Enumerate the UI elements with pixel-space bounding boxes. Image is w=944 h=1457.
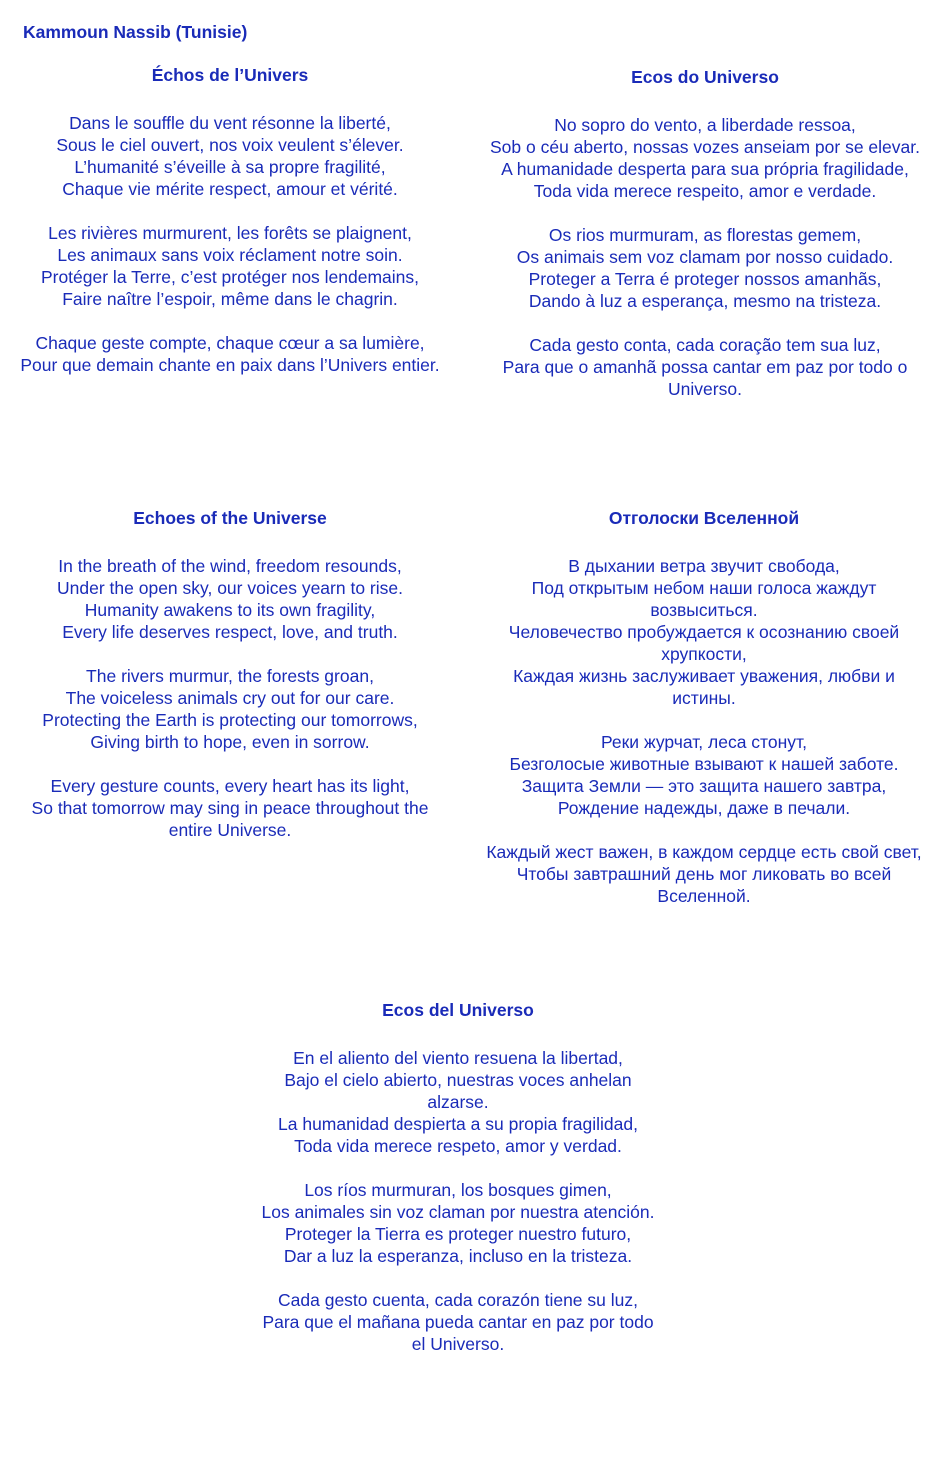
stanza — [20, 775, 440, 841]
poem-body — [486, 555, 922, 907]
poem-line: Cada gesto cuenta, cada corazón tiene su luz, — [278, 1290, 638, 1310]
poem-line: Человечество пробуждается к осознанию своей хрупкости, — [508, 622, 900, 664]
poem-line: В дыхании ветра звучит свобода, — [568, 556, 840, 576]
poem-line: La humanidad despierta a su propia fragilidad, — [278, 1114, 638, 1134]
stanza — [486, 841, 922, 907]
stanza — [490, 224, 920, 312]
stanza — [20, 112, 440, 200]
poem-line: Bajo el cielo abierto, nuestras voces anhelan alzarse. — [284, 1070, 632, 1112]
poem-line: Безголосые животные взывают к нашей заботе. — [509, 754, 899, 774]
poem-line: Каждая жизнь заслуживает уважения, любви и истины. — [513, 666, 895, 708]
stanza — [255, 1047, 661, 1157]
poem-line: Toda vida merece respeito, amor e verdade. — [533, 181, 877, 201]
poem-line: L’humanité s’éveille à sa propre fragilité, — [74, 157, 386, 177]
poem-line: Para que el mañana pueda cantar en paz por todo el Universo. — [262, 1312, 654, 1354]
poem-portuguese — [490, 66, 920, 422]
poem-body — [20, 112, 440, 376]
poem-line: En el aliento del viento resuena la libertad, — [293, 1048, 623, 1068]
poem-line: Dando à luz a esperança, mesmo na tristeza. — [528, 291, 882, 311]
poem-line: Giving birth to hope, even in sorrow. — [90, 732, 370, 752]
poem-line: Proteger la Tierra es proteger nuestro futuro, — [284, 1224, 632, 1244]
poem-line: Каждый жест важен, в каждом сердце есть свой свет, — [486, 842, 922, 862]
poem-line: Chaque vie mérite respect, amour et vérité. — [62, 179, 398, 199]
poem-french — [20, 64, 440, 398]
poem-line: Dar a luz la esperanza, incluso en la tristeza. — [283, 1246, 633, 1266]
poem-line: Protéger la Terre, c’est protéger nos lendemains, — [40, 267, 420, 287]
poem-title: Ecos do Universo — [631, 67, 779, 87]
poem-line: No sopro do vento, a liberdade ressoa, — [554, 115, 856, 135]
poem-line: Les rivières murmurent, les forêts se plaignent, — [48, 223, 412, 243]
poem-line: Dans le souffle du vent résonne la liberté, — [69, 113, 391, 133]
poem-line: Humanity awakens to its own fragility, — [84, 600, 376, 620]
poem-line: Faire naître l’espoir, même dans le chagrin. — [62, 289, 398, 309]
poem-line: Under the open sky, our voices yearn to rise. — [57, 578, 403, 598]
stanza — [486, 731, 922, 819]
poem-line: Os rios murmuram, as florestas gemem, — [548, 225, 862, 245]
poem-line: Cada gesto conta, cada coração tem sua luz, — [529, 335, 881, 355]
poem-body — [255, 1047, 661, 1355]
poem-line: Protecting the Earth is protecting our tomorrows, — [42, 710, 418, 730]
poem-line: Рождение надежды, даже в печали. — [557, 798, 851, 818]
poem-line: Pour que demain chante en paix dans l’Univers entier. — [20, 355, 440, 375]
stanza — [20, 665, 440, 753]
poem-line: Les animaux sans voix réclament notre soin. — [57, 245, 403, 265]
stanza — [490, 114, 920, 202]
poem-line: So that tomorrow may sing in peace throughout the entire Universe. — [31, 798, 429, 840]
poem-english — [20, 507, 440, 863]
poem-line: A humanidade desperta para sua própria fragilidade, — [501, 159, 909, 179]
poem-title: Echoes of the Universe — [133, 508, 327, 528]
poem-line: Защита Земли — это защита нашего завтра, — [521, 776, 887, 796]
poem-line: Los ríos murmuran, los bosques gimen, — [304, 1180, 612, 1200]
stanza — [255, 1289, 661, 1355]
poem-line: Los animales sin voz claman por nuestra atención. — [261, 1202, 655, 1222]
poem-line: Proteger a Terra é proteger nossos amanhãs, — [528, 269, 882, 289]
poem-line: Чтобы завтрашний день мог ликовать во всей Вселенной. — [516, 864, 892, 906]
poem-spanish — [255, 999, 661, 1377]
poem-body — [490, 114, 920, 400]
poem-line: In the breath of the wind, freedom resounds, — [58, 556, 402, 576]
stanza — [20, 332, 440, 376]
poem-line: Every life deserves respect, love, and truth. — [62, 622, 398, 642]
stanza — [20, 555, 440, 643]
poem-line: Реки журчат, леса стонут, — [601, 732, 807, 752]
poem-line: The rivers murmur, the forests groan, — [86, 666, 374, 686]
poem-line: Chaque geste compte, chaque cœur a sa lumière, — [35, 333, 425, 353]
poem-line: Sous le ciel ouvert, nos voix veulent s’élever. — [56, 135, 404, 155]
poem-line: The voiceless animals cry out for our care. — [65, 688, 395, 708]
poem-line: Sob o céu aberto, nossas vozes anseiam por se elevar. — [490, 137, 920, 157]
stanza — [255, 1179, 661, 1267]
poem-russian — [486, 507, 922, 929]
poem-body — [20, 555, 440, 841]
poem-line: Toda vida merece respeto, amor y verdad. — [294, 1136, 622, 1156]
stanza — [490, 334, 920, 400]
poem-line: Para que o amanhã possa cantar em paz por todo o Universo. — [502, 357, 908, 399]
poem-title: Échos de l’Univers — [151, 65, 309, 85]
stanza — [486, 555, 922, 709]
poem-line: Every gesture counts, every heart has its light, — [50, 776, 410, 796]
author-name: Kammoun Nassib (Tunisie) — [23, 22, 248, 42]
poem-title: Ecos del Universo — [382, 1000, 534, 1020]
stanza — [20, 222, 440, 310]
poem-title: Отголоски Вселенной — [608, 508, 800, 528]
poem-line: Os animais sem voz clamam por nosso cuidado. — [516, 247, 894, 267]
poem-line: Под открытым небом наши голоса жаждут возвыситься. — [531, 578, 877, 620]
